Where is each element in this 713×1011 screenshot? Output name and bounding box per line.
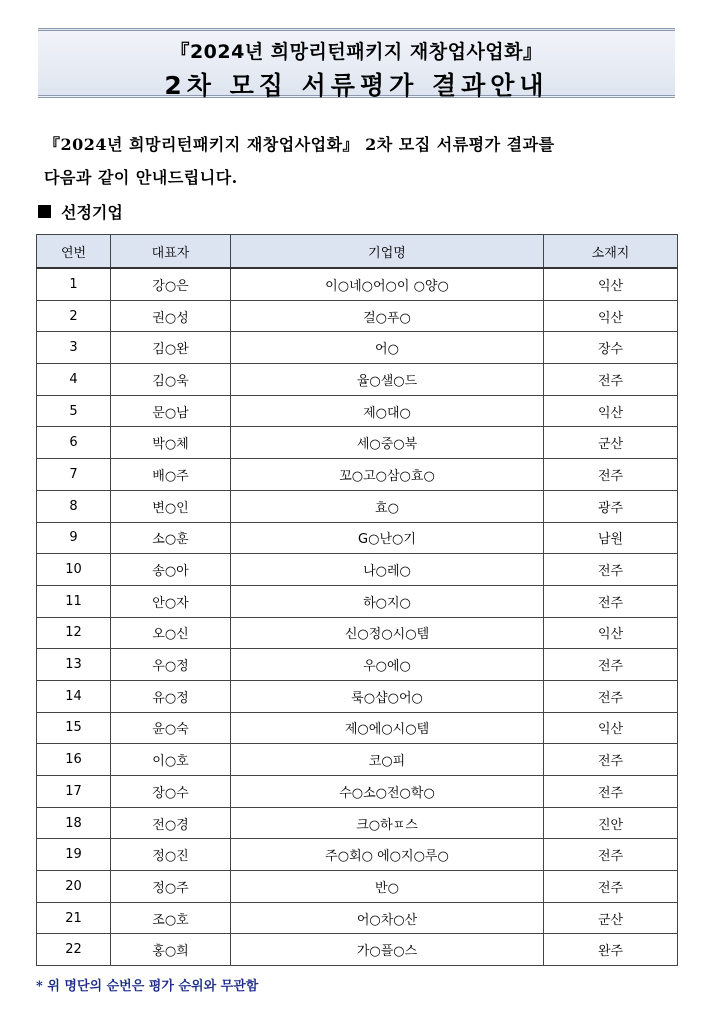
table-header-row (37, 235, 678, 269)
cell-company: 제○에○시○템 (231, 712, 544, 744)
table-row (37, 522, 678, 554)
selected-companies-table (36, 234, 678, 966)
cell-representative: 유○정 (111, 680, 231, 712)
cell-representative: 문○남 (111, 395, 231, 427)
cell-representative: 전○경 (111, 807, 231, 839)
table-row (37, 268, 678, 300)
cell-representative: 변○인 (111, 490, 231, 522)
cell-number: 12 (37, 617, 111, 649)
cell-location: 전주 (544, 839, 678, 871)
cell-number: 4 (37, 364, 111, 396)
cell-location: 장수 (544, 332, 678, 364)
cell-location: 완주 (544, 934, 678, 966)
document-title-line2: 2차 모집 서류평가 결과안내 (164, 71, 549, 100)
square-bullet-icon (38, 205, 51, 218)
cell-representative: 김○욱 (111, 364, 231, 396)
cell-company: 신○정○시○템 (231, 617, 544, 649)
cell-number: 20 (37, 871, 111, 903)
cell-representative: 권○성 (111, 300, 231, 332)
table-row (37, 871, 678, 903)
intro-line2: 다음과 같이 안내드립니다. (44, 168, 238, 187)
cell-company: 세○중○북 (231, 427, 544, 459)
cell-company: 가○플○스 (231, 934, 544, 966)
cell-representative: 송○아 (111, 554, 231, 586)
cell-company: 제○대○ (231, 395, 544, 427)
cell-representative: 안○자 (111, 585, 231, 617)
cell-representative: 오○신 (111, 617, 231, 649)
cell-representative: 장○수 (111, 776, 231, 808)
cell-representative: 홍○희 (111, 934, 231, 966)
cell-number: 5 (37, 395, 111, 427)
cell-location: 전주 (544, 744, 678, 776)
cell-company: 크○하ㅍ스 (231, 807, 544, 839)
section-title: 선정기업 (61, 203, 123, 222)
cell-representative: 윤○숙 (111, 712, 231, 744)
table-row (37, 585, 678, 617)
cell-number: 16 (37, 744, 111, 776)
cell-company: 율○샐○드 (231, 364, 544, 396)
cell-location: 익산 (544, 268, 678, 300)
document-title-line1: 『2024년 희망리턴패키지 재창업사업화』 (170, 41, 543, 63)
cell-representative: 박○체 (111, 427, 231, 459)
intro-line1: 『2024년 희망리턴패키지 재창업사업화』 2차 모집 서류평가 결과를 (44, 135, 555, 154)
cell-company: 반○ (231, 871, 544, 903)
cell-location: 익산 (544, 712, 678, 744)
cell-company: 주○회○ 에○지○루○ (231, 839, 544, 871)
cell-representative: 이○호 (111, 744, 231, 776)
cell-number: 21 (37, 902, 111, 934)
table-row (37, 649, 678, 681)
cell-number: 2 (37, 300, 111, 332)
cell-company: 우○에○ (231, 649, 544, 681)
cell-number: 14 (37, 680, 111, 712)
cell-location: 전주 (544, 680, 678, 712)
cell-company: 이○네○어○이 ○양○ (231, 268, 544, 300)
cell-number: 11 (37, 585, 111, 617)
table-body (37, 268, 678, 966)
table-row (37, 427, 678, 459)
column-header-company: 기업명 (231, 235, 544, 269)
column-header-representative: 대표자 (111, 235, 231, 269)
cell-number: 6 (37, 427, 111, 459)
column-header-number: 연번 (37, 235, 111, 269)
cell-company: 나○레○ (231, 554, 544, 586)
cell-location: 전주 (544, 649, 678, 681)
table-row (37, 680, 678, 712)
table-row (37, 807, 678, 839)
cell-company: 룩○샵○어○ (231, 680, 544, 712)
cell-location: 전주 (544, 459, 678, 491)
cell-representative: 김○완 (111, 332, 231, 364)
cell-company: 수○소○전○학○ (231, 776, 544, 808)
title-banner (38, 28, 675, 98)
cell-number: 19 (37, 839, 111, 871)
cell-representative: 정○진 (111, 839, 231, 871)
table-row (37, 934, 678, 966)
cell-representative: 소○훈 (111, 522, 231, 554)
column-header-location: 소재지 (544, 235, 678, 269)
cell-location: 전주 (544, 364, 678, 396)
cell-representative: 정○주 (111, 871, 231, 903)
table-row (37, 395, 678, 427)
cell-location: 남원 (544, 522, 678, 554)
table-row (37, 744, 678, 776)
table-row (37, 364, 678, 396)
table-row (37, 490, 678, 522)
cell-location: 전주 (544, 776, 678, 808)
cell-location: 전주 (544, 871, 678, 903)
table-row (37, 300, 678, 332)
cell-number: 10 (37, 554, 111, 586)
cell-company: 하○지○ (231, 585, 544, 617)
cell-number: 3 (37, 332, 111, 364)
cell-location: 익산 (544, 300, 678, 332)
table-row (37, 332, 678, 364)
cell-number: 22 (37, 934, 111, 966)
table-row (37, 617, 678, 649)
intro-paragraph (44, 128, 674, 194)
cell-representative: 배○주 (111, 459, 231, 491)
cell-number: 18 (37, 807, 111, 839)
cell-number: 8 (37, 490, 111, 522)
table-row (37, 839, 678, 871)
footnote: * 위 명단의 순번은 평가 순위와 무관함 (36, 979, 259, 994)
cell-location: 전주 (544, 585, 678, 617)
cell-location: 익산 (544, 617, 678, 649)
cell-location: 익산 (544, 395, 678, 427)
cell-location: 광주 (544, 490, 678, 522)
cell-location: 진안 (544, 807, 678, 839)
cell-location: 전주 (544, 554, 678, 586)
table-row (37, 712, 678, 744)
cell-number: 7 (37, 459, 111, 491)
cell-representative: 조○호 (111, 902, 231, 934)
cell-company: G○난○기 (231, 522, 544, 554)
table-row (37, 902, 678, 934)
cell-representative: 강○은 (111, 268, 231, 300)
cell-number: 1 (37, 268, 111, 300)
cell-company: 어○차○산 (231, 902, 544, 934)
cell-company: 효○ (231, 490, 544, 522)
cell-company: 꼬○고○삼○효○ (231, 459, 544, 491)
cell-number: 15 (37, 712, 111, 744)
cell-representative: 우○정 (111, 649, 231, 681)
cell-company: 걸○푸○ (231, 300, 544, 332)
section-heading (38, 200, 123, 223)
cell-company: 어○ (231, 332, 544, 364)
table-row (37, 554, 678, 586)
cell-number: 17 (37, 776, 111, 808)
cell-company: 코○피 (231, 744, 544, 776)
cell-number: 9 (37, 522, 111, 554)
table-row (37, 776, 678, 808)
cell-number: 13 (37, 649, 111, 681)
cell-location: 군산 (544, 902, 678, 934)
table-row (37, 459, 678, 491)
cell-location: 군산 (544, 427, 678, 459)
